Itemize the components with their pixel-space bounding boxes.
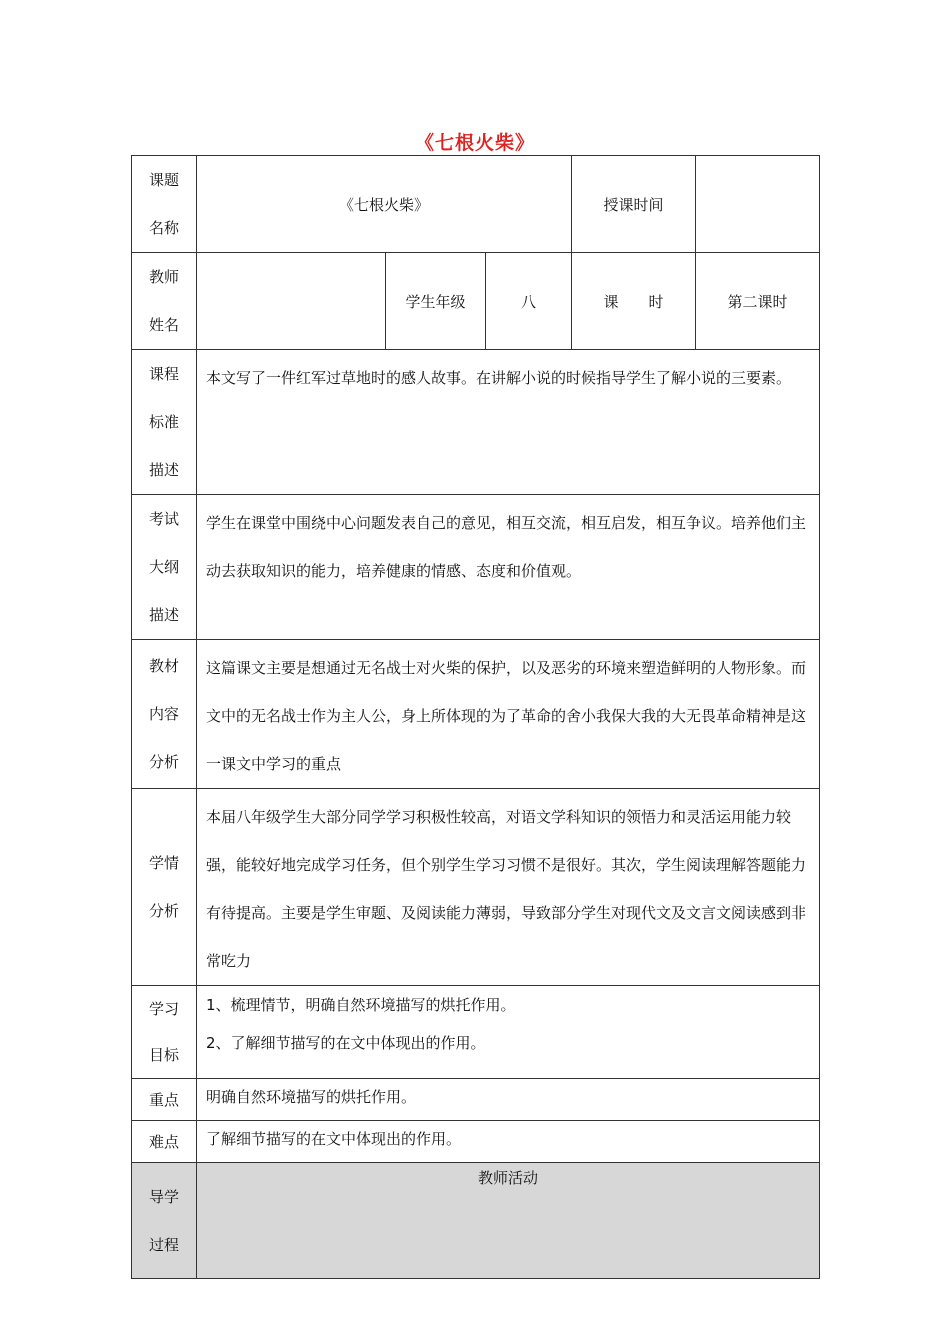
- lesson-plan-table: [131, 155, 820, 1279]
- row-difficult: [132, 1121, 820, 1163]
- topic-label: 课题 名称: [132, 156, 197, 253]
- teacher-activity-header: 教师活动: [197, 1163, 820, 1279]
- class-time-value: [696, 156, 820, 253]
- topic-value: 《七根火柴》: [197, 156, 572, 253]
- key-point-label: 重点: [132, 1079, 197, 1121]
- grade-label: 学生年级: [386, 253, 486, 350]
- difficult-point-label: 难点: [132, 1121, 197, 1163]
- exam-text: 学生在课堂中围绕中心问题发表自己的意见，相互交流，相互启发，相互争议。培养他们主动去获取知识的能力，培养健康的情感、态度和价值观。: [197, 495, 820, 640]
- goals-text: [197, 986, 820, 1079]
- class-time-label: 授课时间: [572, 156, 696, 253]
- goal-item: 1、梳理情节，明确自然环境描写的烘托作用。: [206, 996, 516, 1014]
- material-label: 教材 内容 分析: [132, 640, 197, 789]
- row-material: [132, 640, 820, 789]
- row-curriculum: [132, 350, 820, 495]
- curriculum-text: 本文写了一件红军过草地时的感人故事。在讲解小说的时候指导学生了解小说的三要素。: [197, 350, 820, 495]
- row-topic: [132, 156, 820, 253]
- row-key: [132, 1079, 820, 1121]
- row-teacher: [132, 253, 820, 350]
- row-goals: [132, 986, 820, 1079]
- material-text: 这篇课文主要是想通过无名战士对火柴的保护，以及恶劣的环境来塑造鲜明的人物形象。而文中的无名战士作为主人公，身上所体现的为了革命的舍小我保大我的大无畏革命精神是这一课文中学习的重点: [197, 640, 820, 789]
- row-students: [132, 789, 820, 986]
- grade-value: 八: [486, 253, 572, 350]
- row-process: [132, 1163, 820, 1279]
- row-exam: [132, 495, 820, 640]
- period-label: 课 时: [572, 253, 696, 350]
- exam-label: 考试 大纲 描述: [132, 495, 197, 640]
- difficult-point-text: 了解细节描写的在文中体现出的作用。: [197, 1121, 820, 1163]
- curriculum-label: 课程 标准 描述: [132, 350, 197, 495]
- teacher-name-value: [197, 253, 386, 350]
- goal-item: 2、了解细节描写的在文中体现出的作用。: [206, 1034, 486, 1052]
- students-text: 本届八年级学生大部分同学学习积极性较高，对语文学科知识的领悟力和灵活运用能力较强，能较好地完成学习任务，但个别学生学习习惯不是很好。其次，学生阅读理解答题能力有待提高。主要是学生审题、及阅读能力薄弱，导致部分学生对现代文及文言文阅读感到非常吃力: [197, 789, 820, 986]
- goals-label: 学习 目标: [132, 986, 197, 1079]
- students-label: 学情 分析: [132, 789, 197, 986]
- teacher-name-label: 教师 姓名: [132, 253, 197, 350]
- period-value: 第二课时: [696, 253, 820, 350]
- process-label: 导学 过程: [132, 1163, 197, 1279]
- document-title: 《七根火柴》: [414, 132, 535, 154]
- key-point-text: 明确自然环境描写的烘托作用。: [197, 1079, 820, 1121]
